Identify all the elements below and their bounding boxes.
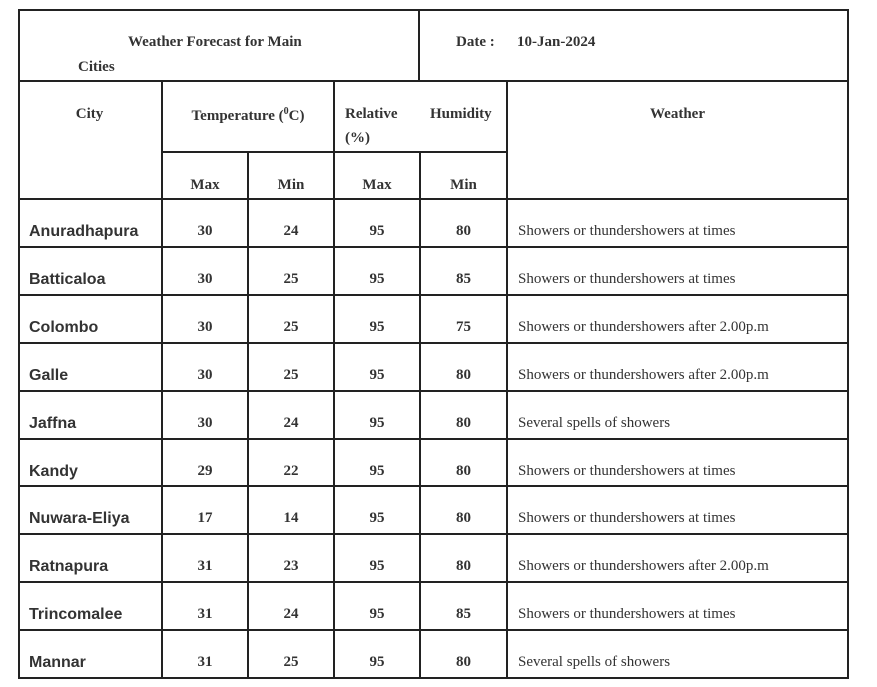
temp-min-value: 23 [283, 558, 299, 574]
humidity-min-value: 80 [456, 654, 471, 670]
temp-min-value: 24 [283, 223, 299, 239]
row-divider [18, 581, 849, 583]
date-value: 10-Jan-2024 [517, 34, 596, 50]
temp-max-value: 17 [197, 510, 213, 526]
humidity-max-value: 95 [369, 606, 385, 622]
weather-description: Showers or thundershowers after 2.00p.m [518, 558, 769, 574]
weather-description: Showers or thundershowers at times [518, 223, 736, 239]
row-divider [18, 438, 849, 440]
city-name: Kandy [29, 463, 78, 480]
humidity-max-value: 95 [369, 654, 385, 670]
temp-max-value: 31 [197, 606, 213, 622]
weather-description: Showers or thundershowers at times [518, 510, 736, 526]
humidity-min-value: 80 [456, 510, 471, 526]
city-name: Galle [29, 367, 69, 384]
city-name: Colombo [29, 319, 99, 336]
humidity-min-value: 80 [456, 558, 471, 574]
humidity-unit: (%) [345, 130, 370, 146]
humidity-min-value: 85 [456, 606, 471, 622]
temp-min-value: 25 [283, 367, 299, 383]
row-divider [18, 342, 849, 344]
humidity-min-value: 80 [456, 223, 471, 239]
humidity-min-value: 80 [456, 415, 471, 431]
weather-description: Several spells of showers [518, 654, 671, 670]
row-divider [18, 390, 849, 392]
temp-max-value: 31 [197, 654, 213, 670]
humidity-min-value: 80 [456, 367, 471, 383]
date-label: Date : [456, 34, 495, 50]
table-border-bottom [18, 677, 849, 679]
temp-min-value: 24 [283, 606, 299, 622]
table-border-right [847, 9, 849, 679]
city-name: Trincomalee [29, 606, 123, 623]
temp-max-value: 30 [197, 415, 213, 431]
humidity-min-value: 75 [456, 319, 471, 335]
temperature-header-prefix: Temperature ( [191, 108, 284, 124]
temperature-header-suffix: C) [288, 108, 305, 124]
city-name: Batticaloa [29, 271, 106, 288]
humidity-max-value: 95 [369, 271, 385, 287]
table-border-top [18, 9, 849, 11]
table-divider-title [18, 80, 849, 82]
row-divider [18, 485, 849, 487]
weather-description: Showers or thundershowers after 2.00p.m [518, 319, 769, 335]
humidity-min-value: 80 [456, 463, 471, 479]
row-divider [18, 246, 849, 248]
table-divider-header [18, 198, 849, 200]
temp-max-value: 30 [197, 223, 213, 239]
temp-min-value: 25 [283, 271, 299, 287]
weather-description: Showers or thundershowers at times [518, 606, 736, 622]
temp-min-header: Min [277, 177, 305, 193]
temp-max-value: 30 [197, 271, 213, 287]
title-date-divider [418, 9, 420, 81]
humidity-min-header: Min [450, 177, 477, 193]
temp-max-value: 31 [197, 558, 213, 574]
temp-max-value: 30 [197, 319, 213, 335]
humidity-max-value: 95 [369, 223, 385, 239]
temp-max-value: 29 [197, 463, 213, 479]
title-line-2: Cities [78, 59, 115, 75]
weather-description: Showers or thundershowers at times [518, 463, 736, 479]
temp-min-value: 14 [283, 510, 299, 526]
temp-min-value: 25 [283, 319, 299, 335]
row-divider [18, 294, 849, 296]
humidity-max-value: 95 [369, 319, 385, 335]
temperature-header-degree: 0 [283, 106, 289, 117]
row-divider [18, 629, 849, 631]
humidity-max-value: 95 [369, 558, 385, 574]
humidity-max-value: 95 [369, 463, 385, 479]
city-header: City [75, 106, 104, 122]
temp-min-value: 25 [283, 654, 299, 670]
temp-max-value: 30 [197, 367, 213, 383]
weather-description: Several spells of showers [518, 415, 671, 431]
humidity-max-value: 95 [369, 415, 385, 431]
row-divider [18, 533, 849, 535]
city-name: Jaffna [29, 415, 77, 432]
weather-description: Showers or thundershowers at times [518, 271, 736, 287]
humidity-max-value: 95 [369, 510, 385, 526]
city-name: Ratnapura [29, 558, 109, 575]
humidity-header: Humidity [430, 106, 492, 122]
weather-description: Showers or thundershowers after 2.00p.m [518, 367, 769, 383]
temp-max-header: Max [190, 177, 220, 193]
weather-header: Weather [650, 106, 705, 122]
forecast-table [18, 9, 849, 679]
temperature-header [161, 106, 335, 125]
temp-min-value: 24 [283, 415, 299, 431]
col-divider-humidity [506, 80, 508, 679]
humidity-min-value: 85 [456, 271, 471, 287]
temp-min-value: 22 [283, 463, 299, 479]
relative-header: Relative [345, 106, 398, 122]
city-name: Mannar [29, 654, 86, 671]
city-name: Anuradhapura [29, 223, 139, 240]
title-line-1: Weather Forecast for Main [128, 34, 302, 50]
humidity-max-header: Max [362, 177, 392, 193]
city-name: Nuwara-Eliya [29, 510, 130, 527]
humidity-max-value: 95 [369, 367, 385, 383]
